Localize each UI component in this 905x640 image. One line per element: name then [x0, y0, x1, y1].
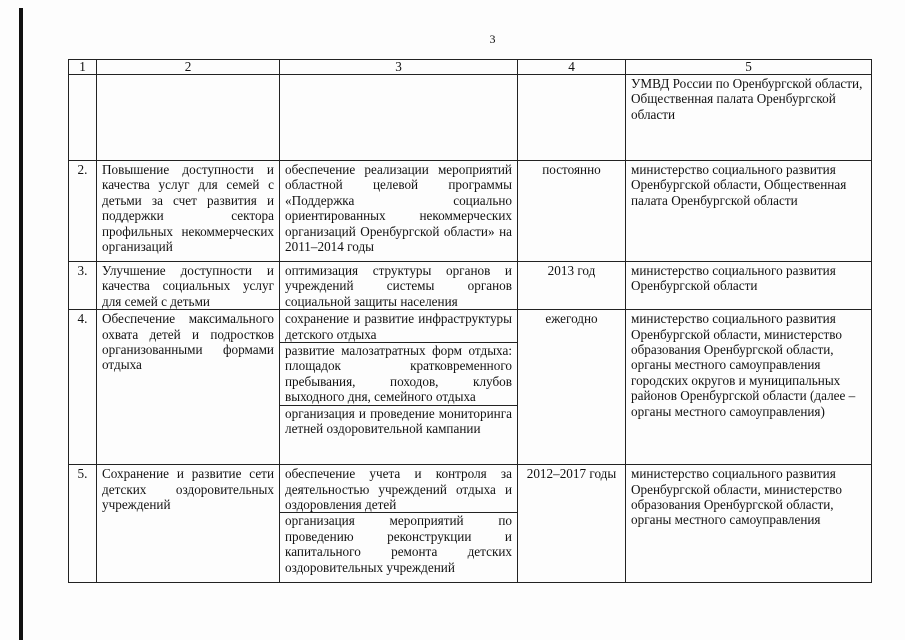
row-action: обеспечение реализации мероприятий областной целевой программы «Поддержка социально ориентированных некоммерческих организаций Оренбургской области» на 2011–2014 годы [280, 161, 518, 262]
row-term: 2012–2017 годы [518, 465, 626, 583]
row-term [518, 75, 626, 161]
row-term: ежегодно [518, 310, 626, 465]
row-actions [280, 310, 518, 465]
row-action [280, 75, 518, 161]
table-row [69, 75, 872, 161]
page-number: 3 [489, 32, 496, 46]
row-goal: Повышение доступности и качества услуг для семей с детьми за счет развития и поддержки сектора профильных некоммерческих организаций [97, 161, 280, 262]
row-number: 2. [69, 161, 97, 262]
row-action: организация и проведение мониторинга летней оздоровительной кампании [280, 405, 517, 437]
row-action: развитие малозатратных форм отдыха: площадок кратковременного пребывания, походов, клубов выходного дня, семейного отдыха [280, 342, 517, 405]
row-term: постоянно [518, 161, 626, 262]
row-responsible: министерство социального развития Оренбургской области, министерство образования Оренбургской области, органы местного самоуправления [626, 465, 872, 583]
row-goal: Обеспечение максимального охвата детей и подростков организованными формами отдыха [97, 310, 280, 465]
table-row [69, 262, 872, 310]
header-col-3: 3 [280, 60, 518, 75]
row-responsible: министерство социального развития Оренбургской области, министерство образования Оренбургской области, органы местного самоуправления городских округов и муниципальных районов Оренбургской области (далее – органы местного самоуправления) [626, 310, 872, 465]
scan-edge-bar [19, 8, 23, 640]
row-responsible: УМВД России по Оренбургской области, Общественная палата Оренбургской области [626, 75, 872, 161]
header-col-1: 1 [69, 60, 97, 75]
row-actions [280, 465, 518, 583]
header-col-5: 5 [626, 60, 872, 75]
measures-table [68, 59, 872, 583]
table-row [69, 465, 872, 583]
row-goal: Сохранение и развитие сети детских оздоровительных учреждений [97, 465, 280, 583]
row-number: 3. [69, 262, 97, 310]
table-row [69, 310, 872, 465]
row-action: сохранение и развитие инфраструктуры детского отдыха [285, 311, 512, 342]
header-row [69, 60, 872, 75]
table-row [69, 161, 872, 262]
row-action: организация мероприятий по проведению реконструкции и капитального ремонта детских оздоровительных учреждений [280, 512, 517, 575]
row-action: обеспечение учета и контроля за деятельностью учреждений отдыха и оздоровления детей [285, 466, 512, 513]
row-number [69, 75, 97, 161]
row-responsible: министерство социального развития Оренбургской области [626, 262, 872, 310]
row-goal [97, 75, 280, 161]
row-term: 2013 год [518, 262, 626, 310]
row-action: оптимизация структуры органов и учреждений системы органов социальной защиты населения [280, 262, 518, 310]
row-responsible: министерство социального развития Оренбургской области, Общественная палата Оренбургской области [626, 161, 872, 262]
row-number: 4. [69, 310, 97, 465]
row-number: 5. [69, 465, 97, 583]
header-col-4: 4 [518, 60, 626, 75]
row-goal: Улучшение доступности и качества социальных услуг для семей с детьми [97, 262, 280, 310]
header-col-2: 2 [97, 60, 280, 75]
